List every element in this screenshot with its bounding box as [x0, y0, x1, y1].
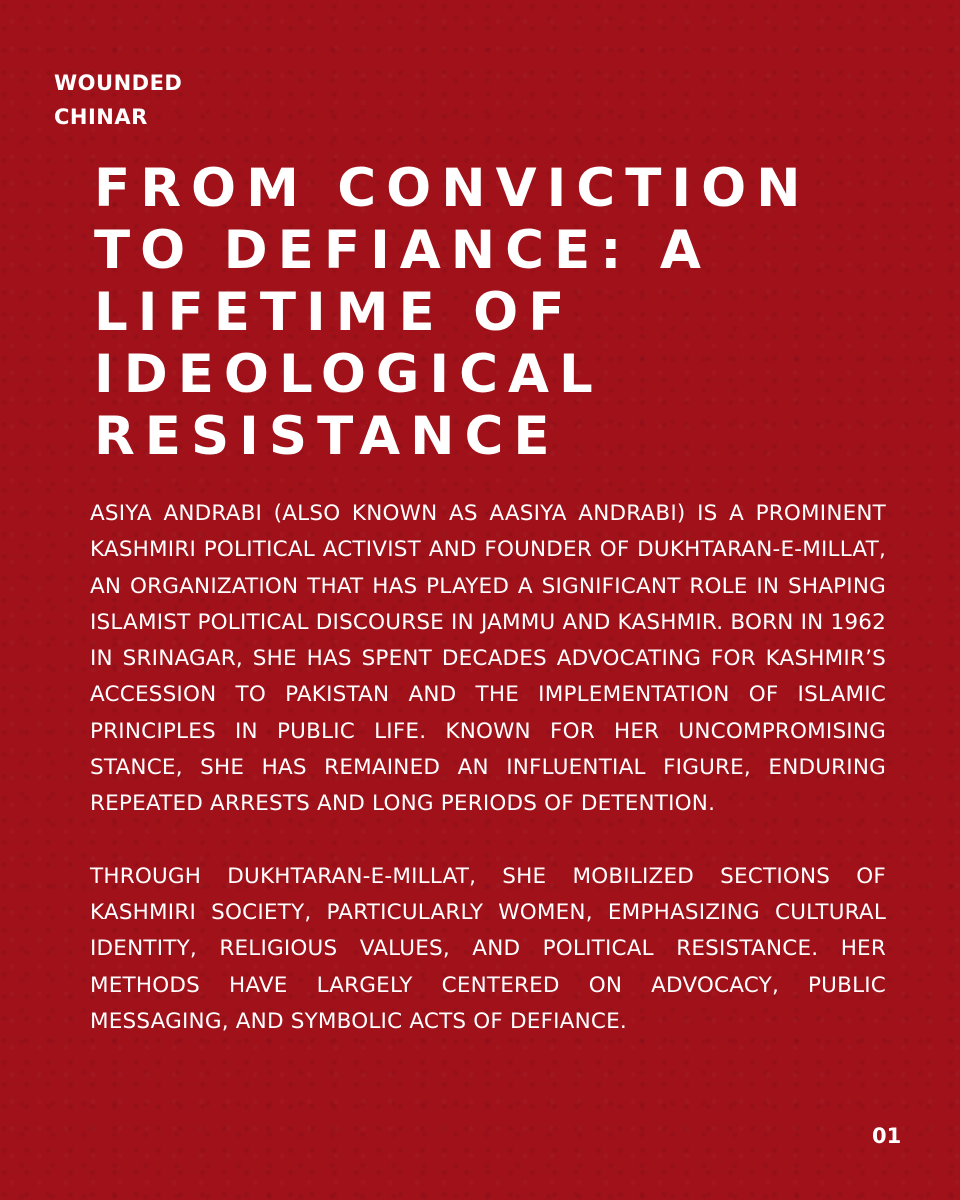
- brand-line-1: WOUNDED: [54, 71, 183, 95]
- page-number: 01: [872, 1124, 902, 1148]
- article-body: [90, 496, 886, 1076]
- brand-logo-text: [54, 66, 182, 134]
- body-paragraph-1: ASIYA ANDRABI (ALSO KNOWN AS AASIYA ANDRABI) IS A PROMINENT KASHMIRI POLITICAL ACTIVIST AND FOUNDER OF DUKHTARAN-E-MILLAT, AN ORGANIZATION THAT HAS PLAYED A SIGNIFICANT ROLE IN SHAPING ISLAMIST POLITICAL DISCOURSE IN JAMMU AND KASHMIR. BORN IN 1962 IN SRINAGAR, SHE HAS SPENT DECADES ADVOCATING FOR KASHMIR’S ACCESSION TO PAKISTAN AND THE IMPLEMENTATION OF ISLAMIC PRINCIPLES IN PUBLIC LIFE. KNOWN FOR HER UNCOMPROMISING STANCE, SHE HAS REMAINED AN INFLUENTIAL FIGURE, ENDURING REPEATED ARRESTS AND LONG PERIODS OF DETENTION.: [90, 501, 886, 817]
- brand-line-2: CHINAR: [54, 105, 148, 129]
- body-paragraph-2: THROUGH DUKHTARAN-E-MILLAT, SHE MOBILIZED SECTIONS OF KASHMIRI SOCIETY, PARTICULARLY WOMEN, EMPHASIZING CULTURAL IDENTITY, RELIGIOUS VALUES, AND POLITICAL RESISTANCE. HER METHODS HAVE LARGELY CENTERED ON ADVOCACY, PUBLIC MESSAGING, AND SYMBOLIC ACTS OF DEFIANCE.: [90, 863, 886, 1034]
- page-title: FROM CONVICTION TO DEFIANCE: A LIFETIME OF IDEOLOGICAL RESISTANCE: [94, 158, 811, 467]
